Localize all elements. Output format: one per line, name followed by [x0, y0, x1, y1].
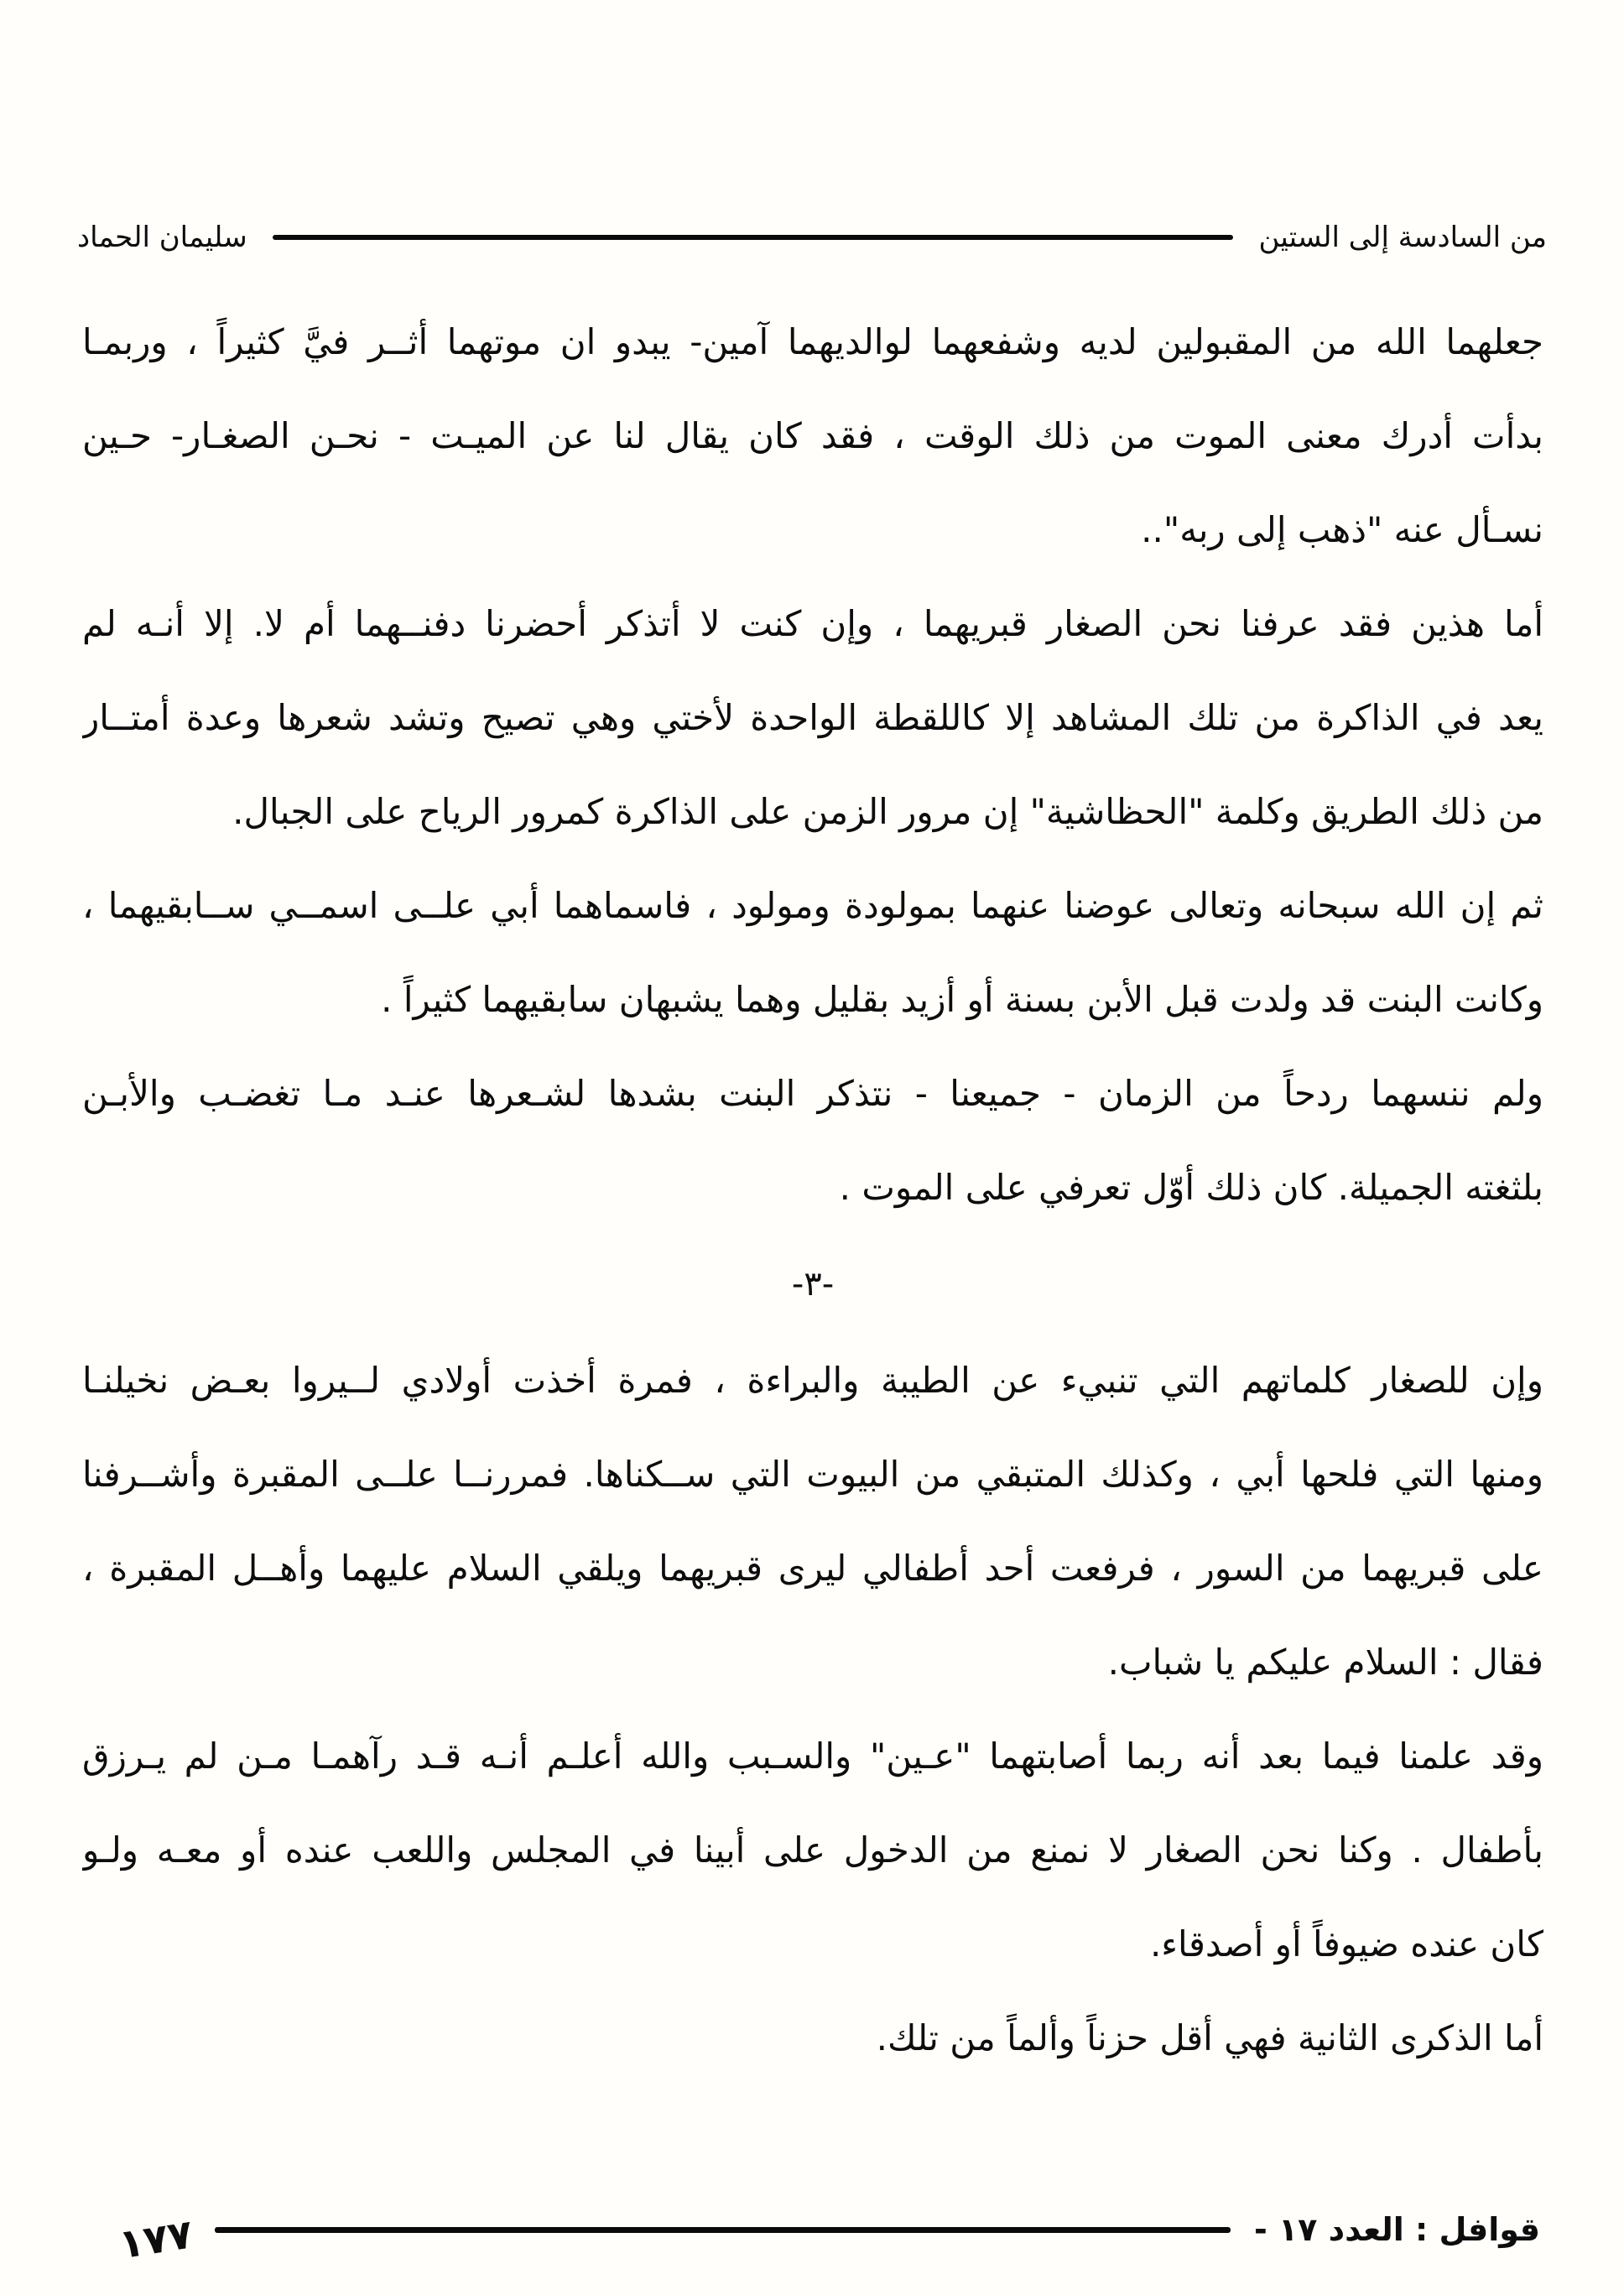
- text-line: جعلهما الله من المقبولين لديه وشفعهما لوالديهما آمين- يبدو ان موتهما أثــر فيَّ كثيراً ، وربمـا: [82, 321, 1543, 362]
- section-number: -٣-: [791, 1265, 835, 1304]
- text-line: يعد في الذاكرة من تلك المشاهد إلا كاللقطة الواحدة لأختي وهي تصيح وتشد شعرها وعدة أمتــار: [82, 697, 1543, 738]
- text-line: وإن للصغار كلماتهم التي تنبيء عن الطيبة والبراءة ، فمرة أخذت أولادي لــيروا بعـض نخيلنـا: [82, 1360, 1543, 1401]
- footer-rule: [215, 2227, 1231, 2233]
- text-line: أما هذين فقد عرفنا نحن الصغار قبريهما ، وإن كنت لا أتذكر أحضرنا دفنــهما أم لا. إلا أنـه لم: [82, 603, 1543, 644]
- text-line: بأطفال . وكنا نحن الصغار لا نمنع من الدخول على أبينا في المجلس واللعب عنده أو معـه ولـو: [82, 1829, 1543, 1871]
- author-name: سليمان الحماد: [77, 221, 247, 254]
- text-line: على قبريهما من السور ، فرفعت أحد أطفالي ليرى قبريهما ويلقي السلام عليهما وأهــل المقبرة ،: [82, 1548, 1543, 1589]
- text-line: فقال : السلام عليكم يا شباب.: [1107, 1642, 1543, 1683]
- text-line: بلثغته الجميلة. كان ذلك أوّل تعرفي على الموت .: [839, 1167, 1543, 1208]
- chapter-title: من السادسة إلى الستين: [1258, 221, 1547, 254]
- page-number: ١٧٧: [116, 2210, 196, 2269]
- text-line: نسـأل عنه "ذهب إلى ربه"..: [1141, 509, 1543, 550]
- text-line: ولم ننسهما ردحاً من الزمان - جميعنا - نتذكر البنت بشدها لشـعرها عنـد مـا تغضـب والأبـن: [82, 1073, 1543, 1114]
- page-header: [77, 214, 1547, 261]
- text-line: من ذلك الطريق وكلمة "الحظاشية" إن مرور الزمن على الذاكرة كمرور الرياح على الجبال.: [232, 791, 1543, 832]
- journal-issue: قوافل : العدد ١٧ -: [1253, 2211, 1540, 2248]
- body-text: [82, 295, 1543, 2085]
- text-line: وقد علمنا فيما بعد أنه ربما أصابتهما "عـين" والسـبب والله أعلـم أنـه قـد رآهمـا مـن لم يـرزق: [82, 1736, 1543, 1777]
- header-rule: [273, 235, 1234, 240]
- text-line: وكانت البنت قد ولدت قبل الأبن بسنة أو أزيد بقليل وهما يشبهان سابقيهما كثيراً .: [381, 979, 1543, 1020]
- text-line: كان عنده ضيوفاً أو أصدقاء.: [1149, 1923, 1543, 1965]
- text-line: ثم إن الله سبحانه وتعالى عوضنا عنهما بمولودة ومولود ، فاسماهما أبي علــى اسمــي ســابقيهما ،: [82, 885, 1543, 926]
- text-line: ومنها التي فلحها أبي ، وكذلك المتبقي من البيوت التي ســكناها. فمررنــا علــى المقبرة وأشــرفنا: [82, 1454, 1543, 1495]
- text-line: أما الذكرى الثانية فهي أقل حزناً وألماً من تلك.: [876, 2017, 1543, 2058]
- text-line: بدأت أدرك معنى الموت من ذلك الوقت ، فقد كان يقال لنا عن الميـت - نحـن الصغـار- حـين: [82, 415, 1543, 456]
- page-footer: [117, 2188, 1540, 2272]
